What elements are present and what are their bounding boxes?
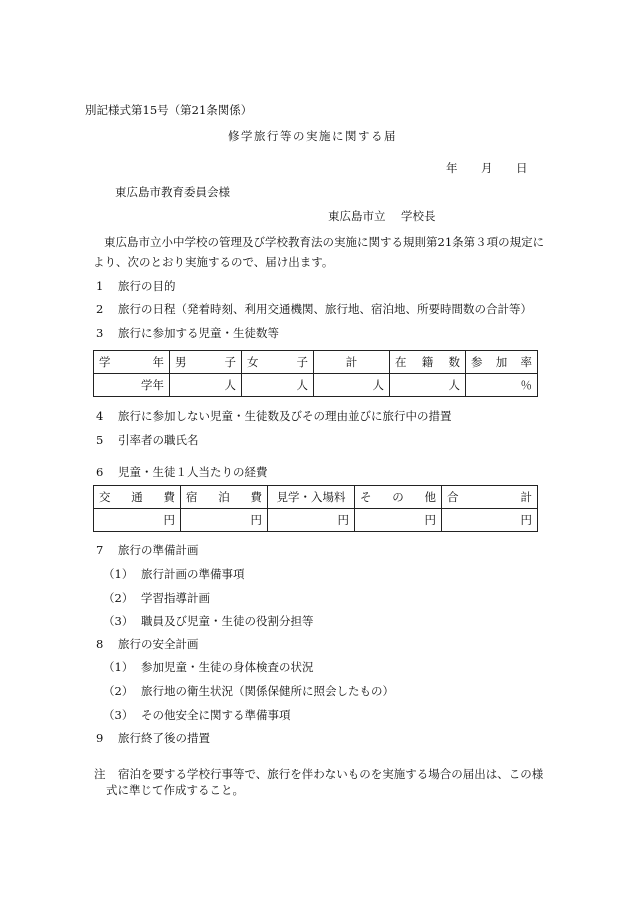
header-lodging: 宿泊費 [181,486,268,509]
date-day: 日 [516,161,528,175]
header-other: その他 [355,486,442,509]
item-8-1-label: 参加児童・生徒の身体検査の状況 [141,660,314,674]
header-transport: 交通費 [94,486,181,509]
item-1-number: 1 [96,279,104,293]
grade-cell[interactable]: 学年 [94,374,170,397]
item-4-number: 4 [96,409,104,423]
item-1-label: 旅行の目的 [118,279,176,293]
header-boys: 男子 [170,351,242,374]
item-8-2-label: 旅行地の衛生状況（関係保健所に照会したもの） [141,684,394,698]
item-7-3-label: 職員及び児童・生徒の役割分担等 [141,614,314,628]
item-7-1-number: （1） [103,567,134,581]
participants-table [93,350,538,397]
item-7-2-number: （2） [103,591,134,605]
intro-line-2: より、次のとおり実施するので、届け出ます。 [93,255,334,269]
item-8-number: 8 [96,637,104,651]
header-total: 計 [314,351,390,374]
participation-rate-cell[interactable]: ％ [466,374,538,397]
date-month: 月 [481,161,493,175]
header-admission: 見学・入場料 [268,486,355,509]
header-cost-total: 合計 [442,486,538,509]
item-3-number: 3 [96,326,104,340]
intro-line-1: 東広島市立小中学校の管理及び学校教育法の実施に関する規則第21条第３項の規定に [104,235,545,249]
lodging-cell[interactable]: 円 [181,509,268,532]
sender-title: 学校長 [401,209,436,223]
item-8-label: 旅行の安全計画 [118,637,199,651]
admission-cell[interactable]: 円 [268,509,355,532]
girls-cell[interactable]: 人 [242,374,314,397]
cost-header-row [94,486,538,509]
form-number: 別記様式第15号（第21条関係） [85,103,253,117]
item-4-label: 旅行に参加しない児童・生徒数及びその理由並びに旅行中の措置 [118,409,452,423]
item-7-3-number: （3） [103,614,134,628]
item-7-2-label: 学習指導計画 [141,591,210,605]
other-cell[interactable]: 円 [355,509,442,532]
date-year: 年 [446,161,458,175]
item-8-2-number: （2） [103,684,134,698]
header-participation-rate: 参加率 [466,351,538,374]
item-8-3-number: （3） [103,708,134,722]
item-2-number: 2 [96,302,104,316]
item-3-label: 旅行に参加する児童・生徒数等 [118,326,279,340]
note-mark: 注 [94,767,106,781]
cost-total-cell[interactable]: 円 [442,509,538,532]
participants-header-row [94,351,538,374]
item-2-label: 旅行の日程（発着時刻、利用交通機関、旅行地、宿泊地、所要時間数の合計等） [118,302,532,316]
item-5-number: 5 [96,433,104,447]
item-8-3-label: その他安全に関する準備事項 [141,708,291,722]
participants-value-row [94,374,538,397]
item-9-label: 旅行終了後の措置 [118,731,210,745]
header-enrolled: 在籍数 [390,351,466,374]
item-8-1-number: （1） [103,660,134,674]
transport-cell[interactable]: 円 [94,509,181,532]
header-girls: 女子 [242,351,314,374]
item-7-number: 7 [96,543,104,557]
cost-table [93,485,538,532]
addressee: 東広島市教育委員会様 [115,185,230,199]
enrolled-cell[interactable]: 人 [390,374,466,397]
item-5-label: 引率者の職氏名 [118,433,199,447]
item-9-number: 9 [96,731,104,745]
note-line-1: 宿泊を要する学校行事等で、旅行を伴わないものを実施する場合の届出は、この様 [118,767,544,781]
item-7-1-label: 旅行計画の準備事項 [141,567,245,581]
total-cell[interactable]: 人 [314,374,390,397]
header-grade: 学年 [94,351,170,374]
sender-prefix: 東広島市立 [328,209,386,223]
cost-value-row [94,509,538,532]
note-line-2: 式に準じて作成すること。 [106,783,244,797]
boys-cell[interactable]: 人 [170,374,242,397]
item-7-label: 旅行の準備計画 [118,543,199,557]
item-6-label: 児童・生徒１人当たりの経費 [118,465,268,479]
item-6-number: 6 [96,465,104,479]
document-title: 修学旅行等の実施に関する届 [228,129,397,143]
